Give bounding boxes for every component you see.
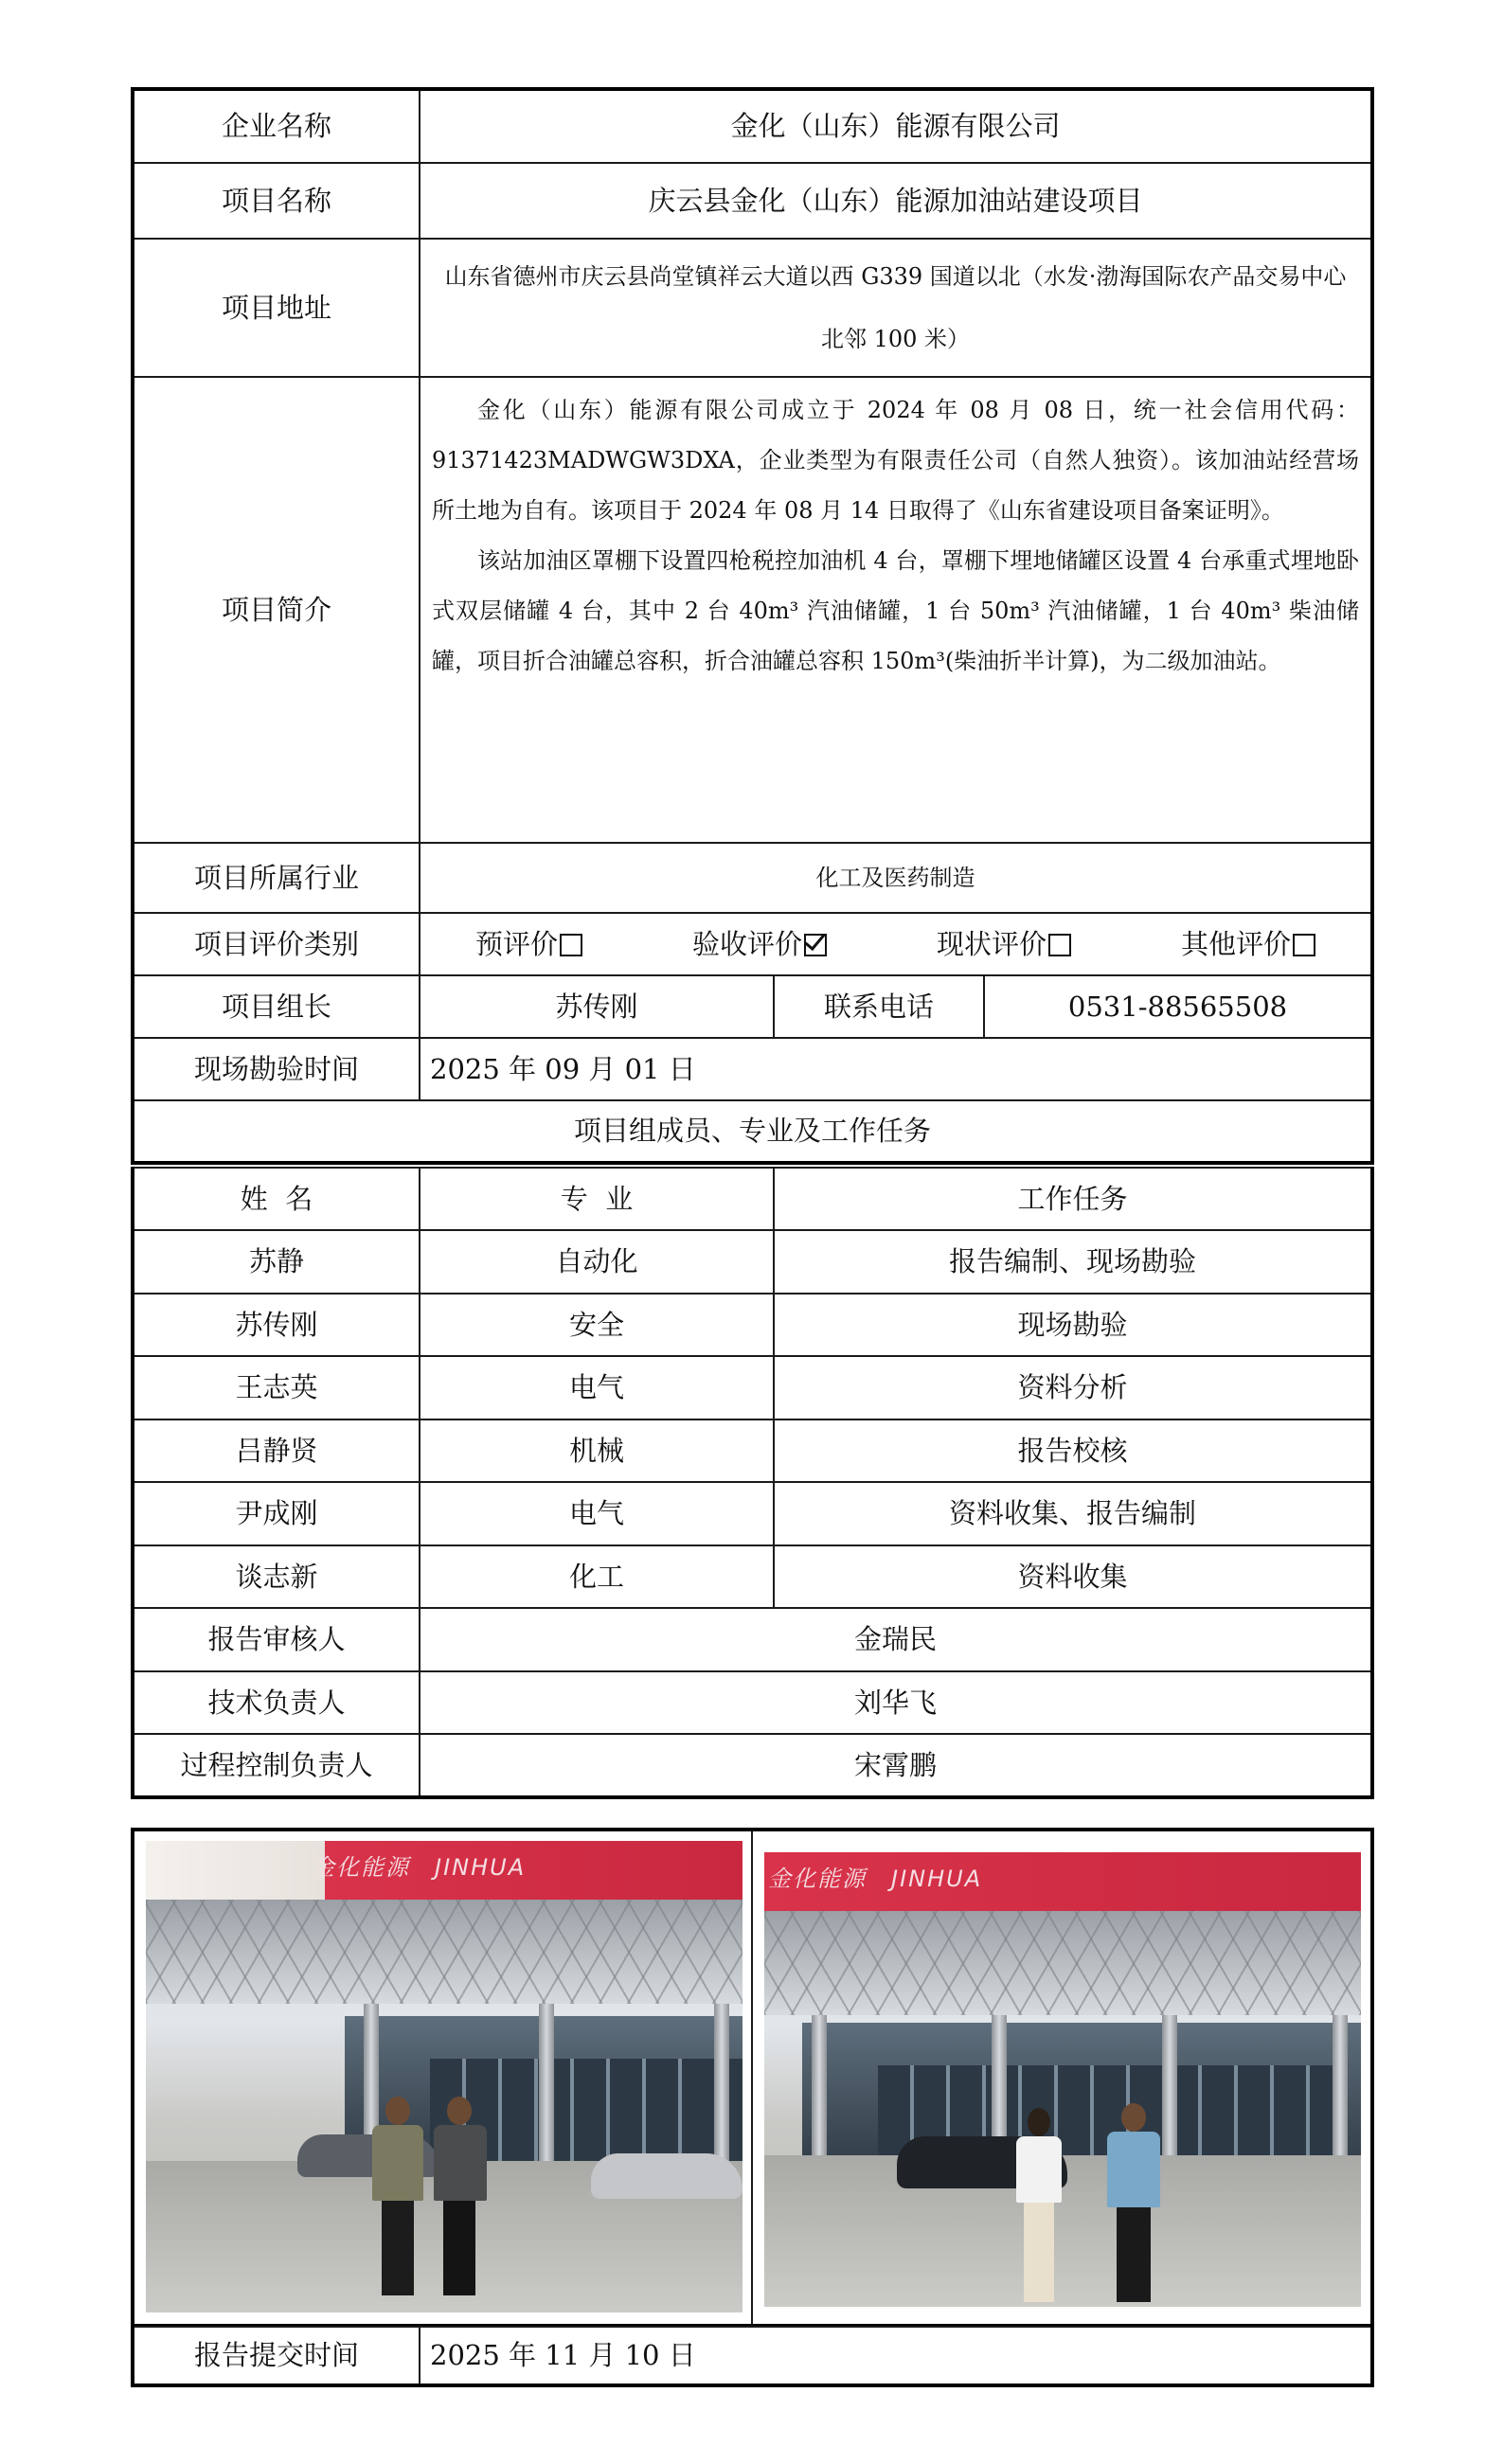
table-row xyxy=(133,1294,1372,1356)
industry-value: 化工及医药制造 xyxy=(420,843,1372,913)
checkbox-icon[interactable] xyxy=(1048,934,1071,956)
process-lead-label: 过程控制负责人 xyxy=(133,1734,420,1797)
eval-option-acceptance-label: 验收评价 xyxy=(691,927,802,960)
eval-option-other-label: 其他评价 xyxy=(1180,927,1291,960)
process-lead-row xyxy=(133,1734,1372,1797)
member-major: 自动化 xyxy=(420,1230,774,1294)
survey-time-value: 2025 年 09 月 01 日 xyxy=(420,1038,1372,1100)
intro-paragraph-2: 该站加油区罩棚下设置四枪税控加油机 4 台，罩棚下埋地储罐区设置 4 台承重式埋地卧式双层储罐 4 台，其中 2 台 40m³ 汽油储罐，1 台 50m³ 汽油储罐，1 台 40m³ 柴油储罐，项目折合油罐总容积，折合油罐总容积 150m³(柴油折半计算)，为二级加油站。 xyxy=(432,547,1360,674)
member-name: 苏传刚 xyxy=(133,1294,420,1356)
reviewer-label: 报告审核人 xyxy=(133,1608,420,1671)
site-photo-left xyxy=(146,1841,743,2312)
submit-time-table xyxy=(131,2326,1374,2387)
site-photo-right xyxy=(764,1852,1361,2307)
company-row xyxy=(133,89,1372,163)
project-address-row xyxy=(133,239,1372,377)
industry-row xyxy=(133,843,1372,913)
project-address-label: 项目地址 xyxy=(133,239,420,377)
member-major: 电气 xyxy=(420,1356,774,1419)
table-row xyxy=(133,1356,1372,1419)
project-intro-row xyxy=(133,377,1372,843)
site-photo-left-cell xyxy=(133,1830,752,2326)
project-name-row xyxy=(133,163,1372,239)
member-name: 吕静贤 xyxy=(133,1419,420,1482)
eval-option-acceptance[interactable] xyxy=(692,928,827,961)
eval-option-other[interactable] xyxy=(1181,928,1315,961)
eval-type-options xyxy=(420,913,1372,975)
header-task: 工作任务 xyxy=(774,1168,1372,1230)
eval-option-pre[interactable] xyxy=(475,928,582,961)
member-task: 资料分析 xyxy=(774,1356,1372,1419)
canopy-sign-right: 金化能源 JINHUA xyxy=(768,1866,983,1892)
tech-lead-value: 刘华飞 xyxy=(420,1671,1372,1734)
eval-option-status-label: 现状评价 xyxy=(936,927,1047,960)
eval-type-row xyxy=(133,913,1372,975)
company-label: 企业名称 xyxy=(133,89,420,163)
checkbox-icon[interactable] xyxy=(560,934,582,956)
process-lead-value: 宋霄鹏 xyxy=(420,1734,1372,1797)
table-row xyxy=(133,1545,1372,1608)
checked-checkbox-icon[interactable] xyxy=(804,934,827,956)
site-photo-right-cell xyxy=(752,1830,1372,2326)
header-major: 专 业 xyxy=(420,1168,774,1230)
eval-type-label: 项目评价类别 xyxy=(133,913,420,975)
industry-label: 项目所属行业 xyxy=(133,843,420,913)
member-major: 化工 xyxy=(420,1545,774,1608)
tech-lead-label: 技术负责人 xyxy=(133,1671,420,1734)
intro-paragraph-1: 金化（山东）能源有限公司成立于 2024 年 08 月 08 日，统一社会信用代码：91371423MADWGW3DXA，企业类型为有限责任公司（自然人独资）。该加油站经营场所土地为自有。该项目于 2024 年 08 月 14 日取得了《山东省建设项目备案证明》。 xyxy=(432,397,1360,524)
table-row xyxy=(133,1419,1372,1482)
member-major: 电气 xyxy=(420,1482,774,1545)
members-header-row xyxy=(133,1168,1372,1230)
member-task: 报告编制、现场勘验 xyxy=(774,1230,1372,1294)
project-intro-value xyxy=(420,377,1372,843)
member-major: 机械 xyxy=(420,1419,774,1482)
photo-table xyxy=(131,1828,1374,2328)
project-address-value: 山东省德州市庆云县尚堂镇祥云大道以西 G339 国道以北（水发·渤海国际农产品交易中心北邻 100 米） xyxy=(420,239,1372,377)
reviewer-value: 金瑞民 xyxy=(420,1608,1372,1671)
submit-time-row xyxy=(133,2327,1372,2385)
phone-value: 0531-88565508 xyxy=(984,975,1372,1038)
leader-value: 苏传刚 xyxy=(420,975,774,1038)
project-name-value: 庆云县金化（山东）能源加油站建设项目 xyxy=(420,163,1372,239)
photo-row xyxy=(133,1830,1372,2326)
project-intro-label: 项目简介 xyxy=(133,377,420,843)
member-name: 王志英 xyxy=(133,1356,420,1419)
reviewer-row xyxy=(133,1608,1372,1671)
member-name: 苏静 xyxy=(133,1230,420,1294)
eval-option-pre-label: 预评价 xyxy=(474,927,558,960)
survey-time-row xyxy=(133,1038,1372,1100)
members-title-row xyxy=(133,1100,1372,1163)
members-title: 项目组成员、专业及工作任务 xyxy=(133,1100,1372,1163)
phone-label: 联系电话 xyxy=(774,975,984,1038)
leader-row xyxy=(133,975,1372,1038)
table-row xyxy=(133,1482,1372,1545)
tech-lead-row xyxy=(133,1671,1372,1734)
company-value: 金化（山东）能源有限公司 xyxy=(420,89,1372,163)
header-name: 姓 名 xyxy=(133,1168,420,1230)
member-task: 资料收集 xyxy=(774,1545,1372,1608)
members-table xyxy=(131,1167,1374,1799)
member-task: 现场勘验 xyxy=(774,1294,1372,1356)
submit-time-value: 2025 年 11 月 10 日 xyxy=(420,2327,1372,2385)
member-task: 报告校核 xyxy=(774,1419,1372,1482)
eval-option-status[interactable] xyxy=(937,928,1071,961)
leader-label: 项目组长 xyxy=(133,975,420,1038)
submit-time-label: 报告提交时间 xyxy=(133,2327,420,2385)
member-name: 尹成刚 xyxy=(133,1482,420,1545)
member-task: 资料收集、报告编制 xyxy=(774,1482,1372,1545)
project-info-table xyxy=(131,87,1374,1165)
canopy-sign-left: 金化能源 JINHUA xyxy=(312,1854,527,1881)
table-row xyxy=(133,1230,1372,1294)
survey-time-label: 现场勘验时间 xyxy=(133,1038,420,1100)
member-name: 谈志新 xyxy=(133,1545,420,1608)
member-major: 安全 xyxy=(420,1294,774,1356)
checkbox-icon[interactable] xyxy=(1293,934,1315,956)
project-name-label: 项目名称 xyxy=(133,163,420,239)
